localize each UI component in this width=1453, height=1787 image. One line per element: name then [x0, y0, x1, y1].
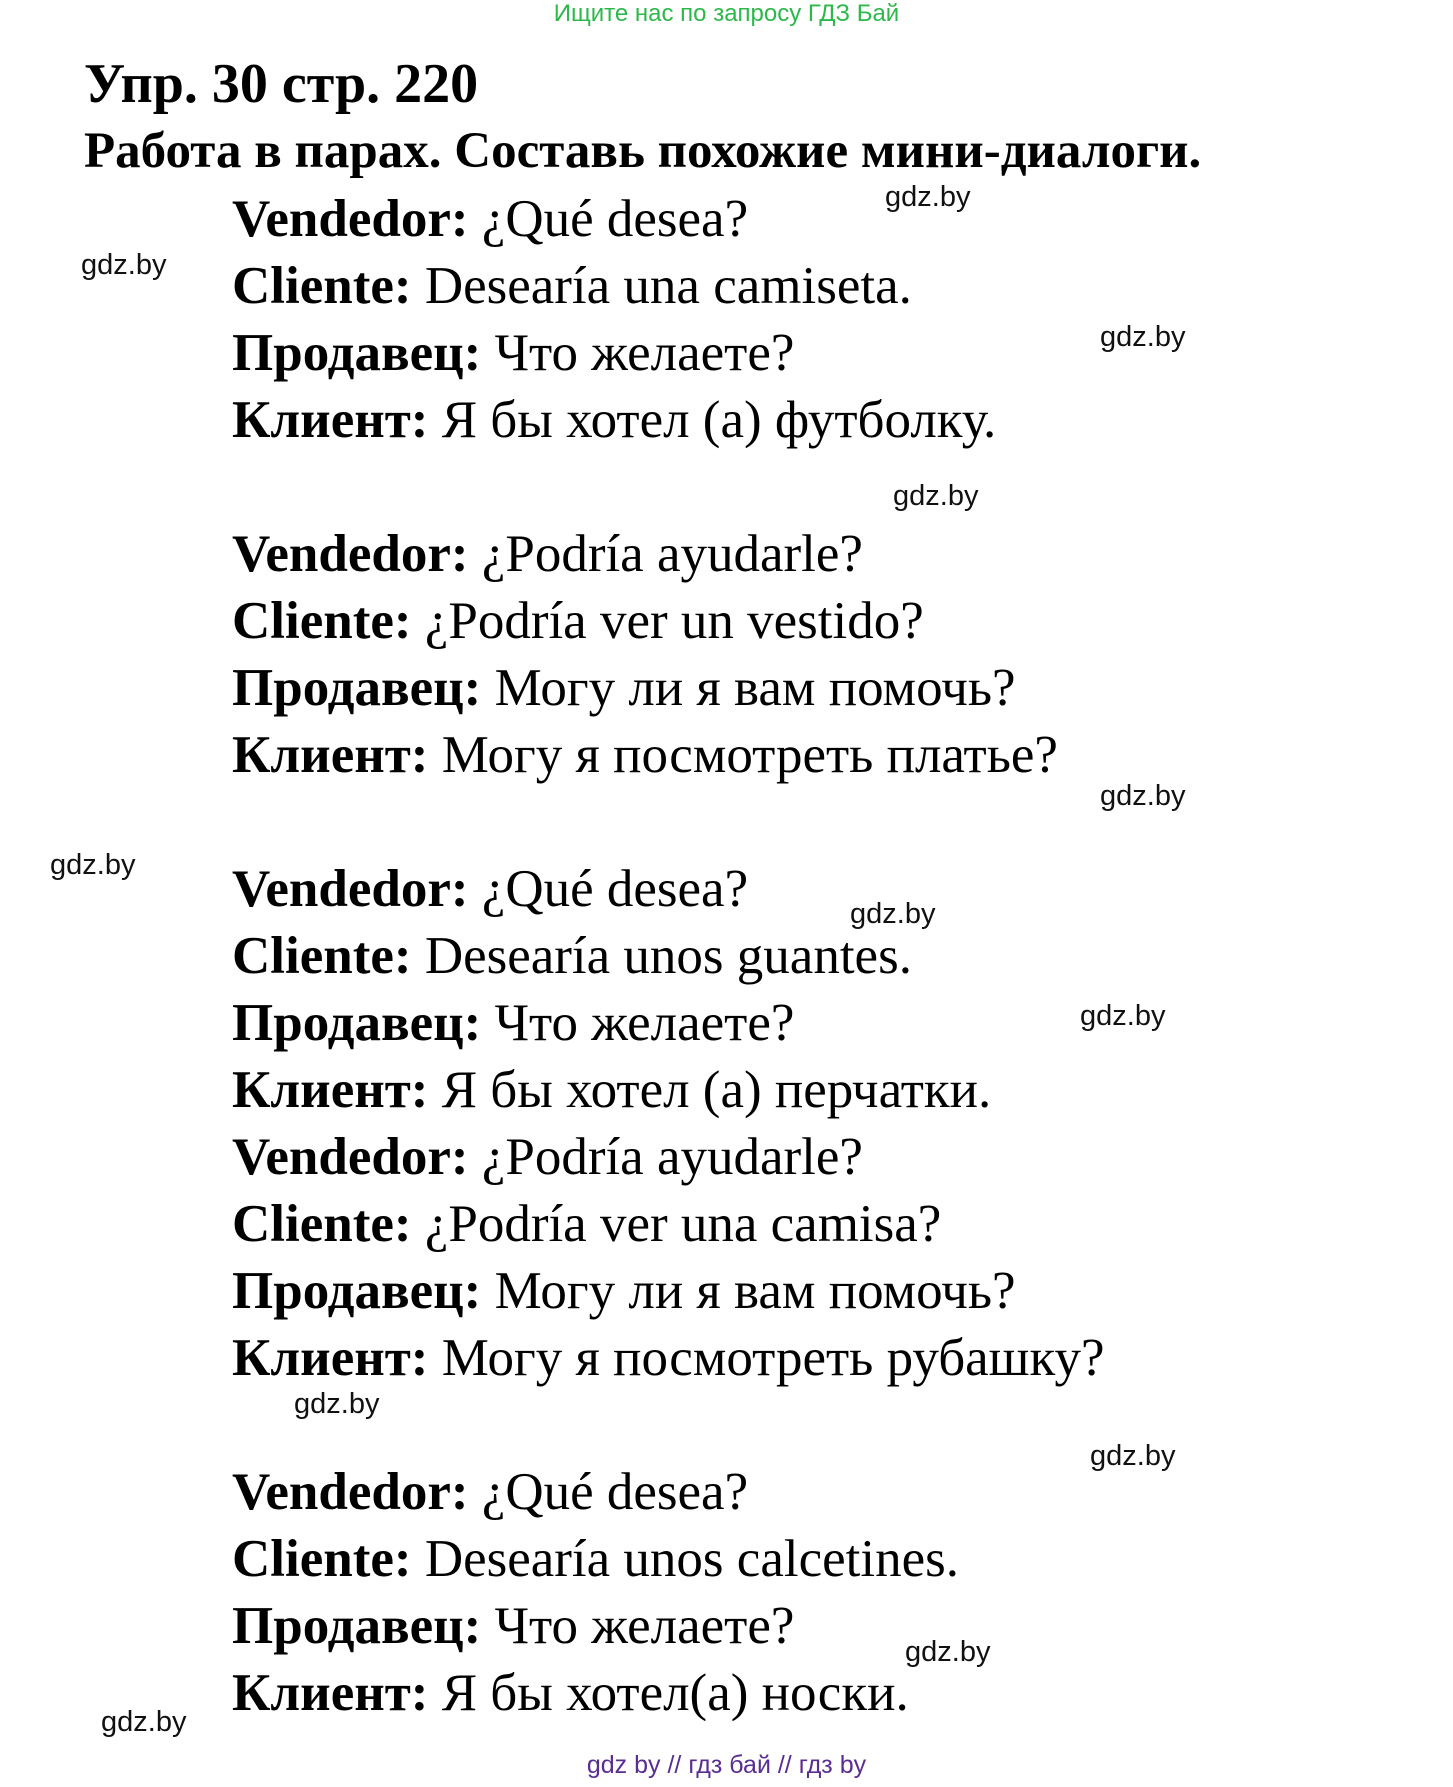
speaker-label: Клиент: [232, 391, 429, 449]
line-text: Что желаете? [481, 324, 795, 382]
speaker-label: Продавец: [232, 659, 482, 717]
speaker-label: Клиент: [232, 1329, 429, 1387]
footer-links[interactable]: gdz by // гдз бай // гдз by [586, 1751, 867, 1779]
line-text: Могу ли я вам помочь? [481, 659, 1016, 717]
dialogue-line [232, 388, 996, 452]
line-text: ¿Qué desea? [468, 190, 749, 248]
dialogue-line [232, 924, 912, 988]
speaker-label: Продавец: [232, 1597, 482, 1655]
speaker-label: Vendedor: [232, 190, 469, 248]
watermark: gdz.by [885, 181, 971, 213]
watermark: gdz.by [1100, 321, 1186, 353]
line-text: ¿Podría ayudarle? [468, 525, 863, 583]
line-text: Я бы хотел (а) футболку. [428, 391, 997, 449]
speaker-label: Vendedor: [232, 1463, 469, 1521]
line-text: Desearía unos guantes. [411, 927, 912, 985]
watermark: gdz.by [1090, 1440, 1176, 1472]
dialogue-line [232, 656, 1016, 720]
dialogue-line [232, 1125, 863, 1189]
line-text: Что желаете? [481, 994, 795, 1052]
dialogue-line [232, 1594, 794, 1658]
watermark: gdz.by [1100, 780, 1186, 812]
line-text: Что желаете? [481, 1597, 795, 1655]
dialogue-line [232, 589, 924, 653]
dialogue-line [232, 1192, 941, 1256]
dialogue-line [232, 857, 748, 921]
dialogue-line [232, 1661, 909, 1725]
line-text: Я бы хотел (а) перчатки. [428, 1061, 992, 1119]
watermark: gdz.by [294, 1388, 380, 1420]
top-banner[interactable]: Ищите нас по запросу ГДЗ Бай [553, 0, 900, 27]
line-text: Могу я посмотреть платье? [428, 726, 1058, 784]
line-text: Я бы хотел(а) носки. [428, 1664, 909, 1722]
dialogue-line [232, 187, 748, 251]
task-instruction: Работа в парах. Составь похожие мини-диалоги. [84, 123, 1202, 179]
speaker-label: Клиент: [232, 1664, 429, 1722]
speaker-label: Cliente: [232, 1530, 412, 1588]
watermark: gdz.by [81, 249, 167, 281]
dialogue-line [232, 1259, 1016, 1323]
line-text: Desearía una camiseta. [411, 257, 912, 315]
dialogue-line [232, 1326, 1105, 1390]
watermark: gdz.by [850, 898, 936, 930]
watermark: gdz.by [905, 1636, 991, 1668]
line-text: Могу ли я вам помочь? [481, 1262, 1016, 1320]
line-text: ¿Podría ver un vestido? [411, 592, 924, 650]
dialogue-line [232, 254, 912, 318]
watermark: gdz.by [50, 849, 136, 881]
speaker-label: Cliente: [232, 1195, 412, 1253]
dialogue-line [232, 321, 794, 385]
speaker-label: Cliente: [232, 257, 412, 315]
speaker-label: Vendedor: [232, 860, 469, 918]
page-title: Упр. 30 стр. 220 [84, 53, 479, 115]
dialogue-line [232, 1460, 748, 1524]
speaker-label: Vendedor: [232, 525, 469, 583]
watermark: gdz.by [101, 1706, 187, 1738]
speaker-label: Cliente: [232, 592, 412, 650]
dialogue-line [232, 1058, 991, 1122]
speaker-label: Клиент: [232, 1061, 429, 1119]
line-text: Могу я посмотреть рубашку? [428, 1329, 1105, 1387]
speaker-label: Клиент: [232, 726, 429, 784]
watermark: gdz.by [1080, 1000, 1166, 1032]
dialogue-line [232, 723, 1058, 787]
line-text: ¿Podría ver una camisa? [411, 1195, 942, 1253]
watermark: gdz.by [893, 480, 979, 512]
dialogue-line [232, 991, 794, 1055]
speaker-label: Cliente: [232, 927, 412, 985]
line-text: Desearía unos calcetines. [411, 1530, 959, 1588]
line-text: ¿Podría ayudarle? [468, 1128, 863, 1186]
speaker-label: Vendedor: [232, 1128, 469, 1186]
line-text: ¿Qué desea? [468, 860, 749, 918]
line-text: ¿Qué desea? [468, 1463, 749, 1521]
speaker-label: Продавец: [232, 1262, 482, 1320]
speaker-label: Продавец: [232, 324, 482, 382]
speaker-label: Продавец: [232, 994, 482, 1052]
dialogue-line [232, 1527, 959, 1591]
dialogue-line [232, 522, 863, 586]
